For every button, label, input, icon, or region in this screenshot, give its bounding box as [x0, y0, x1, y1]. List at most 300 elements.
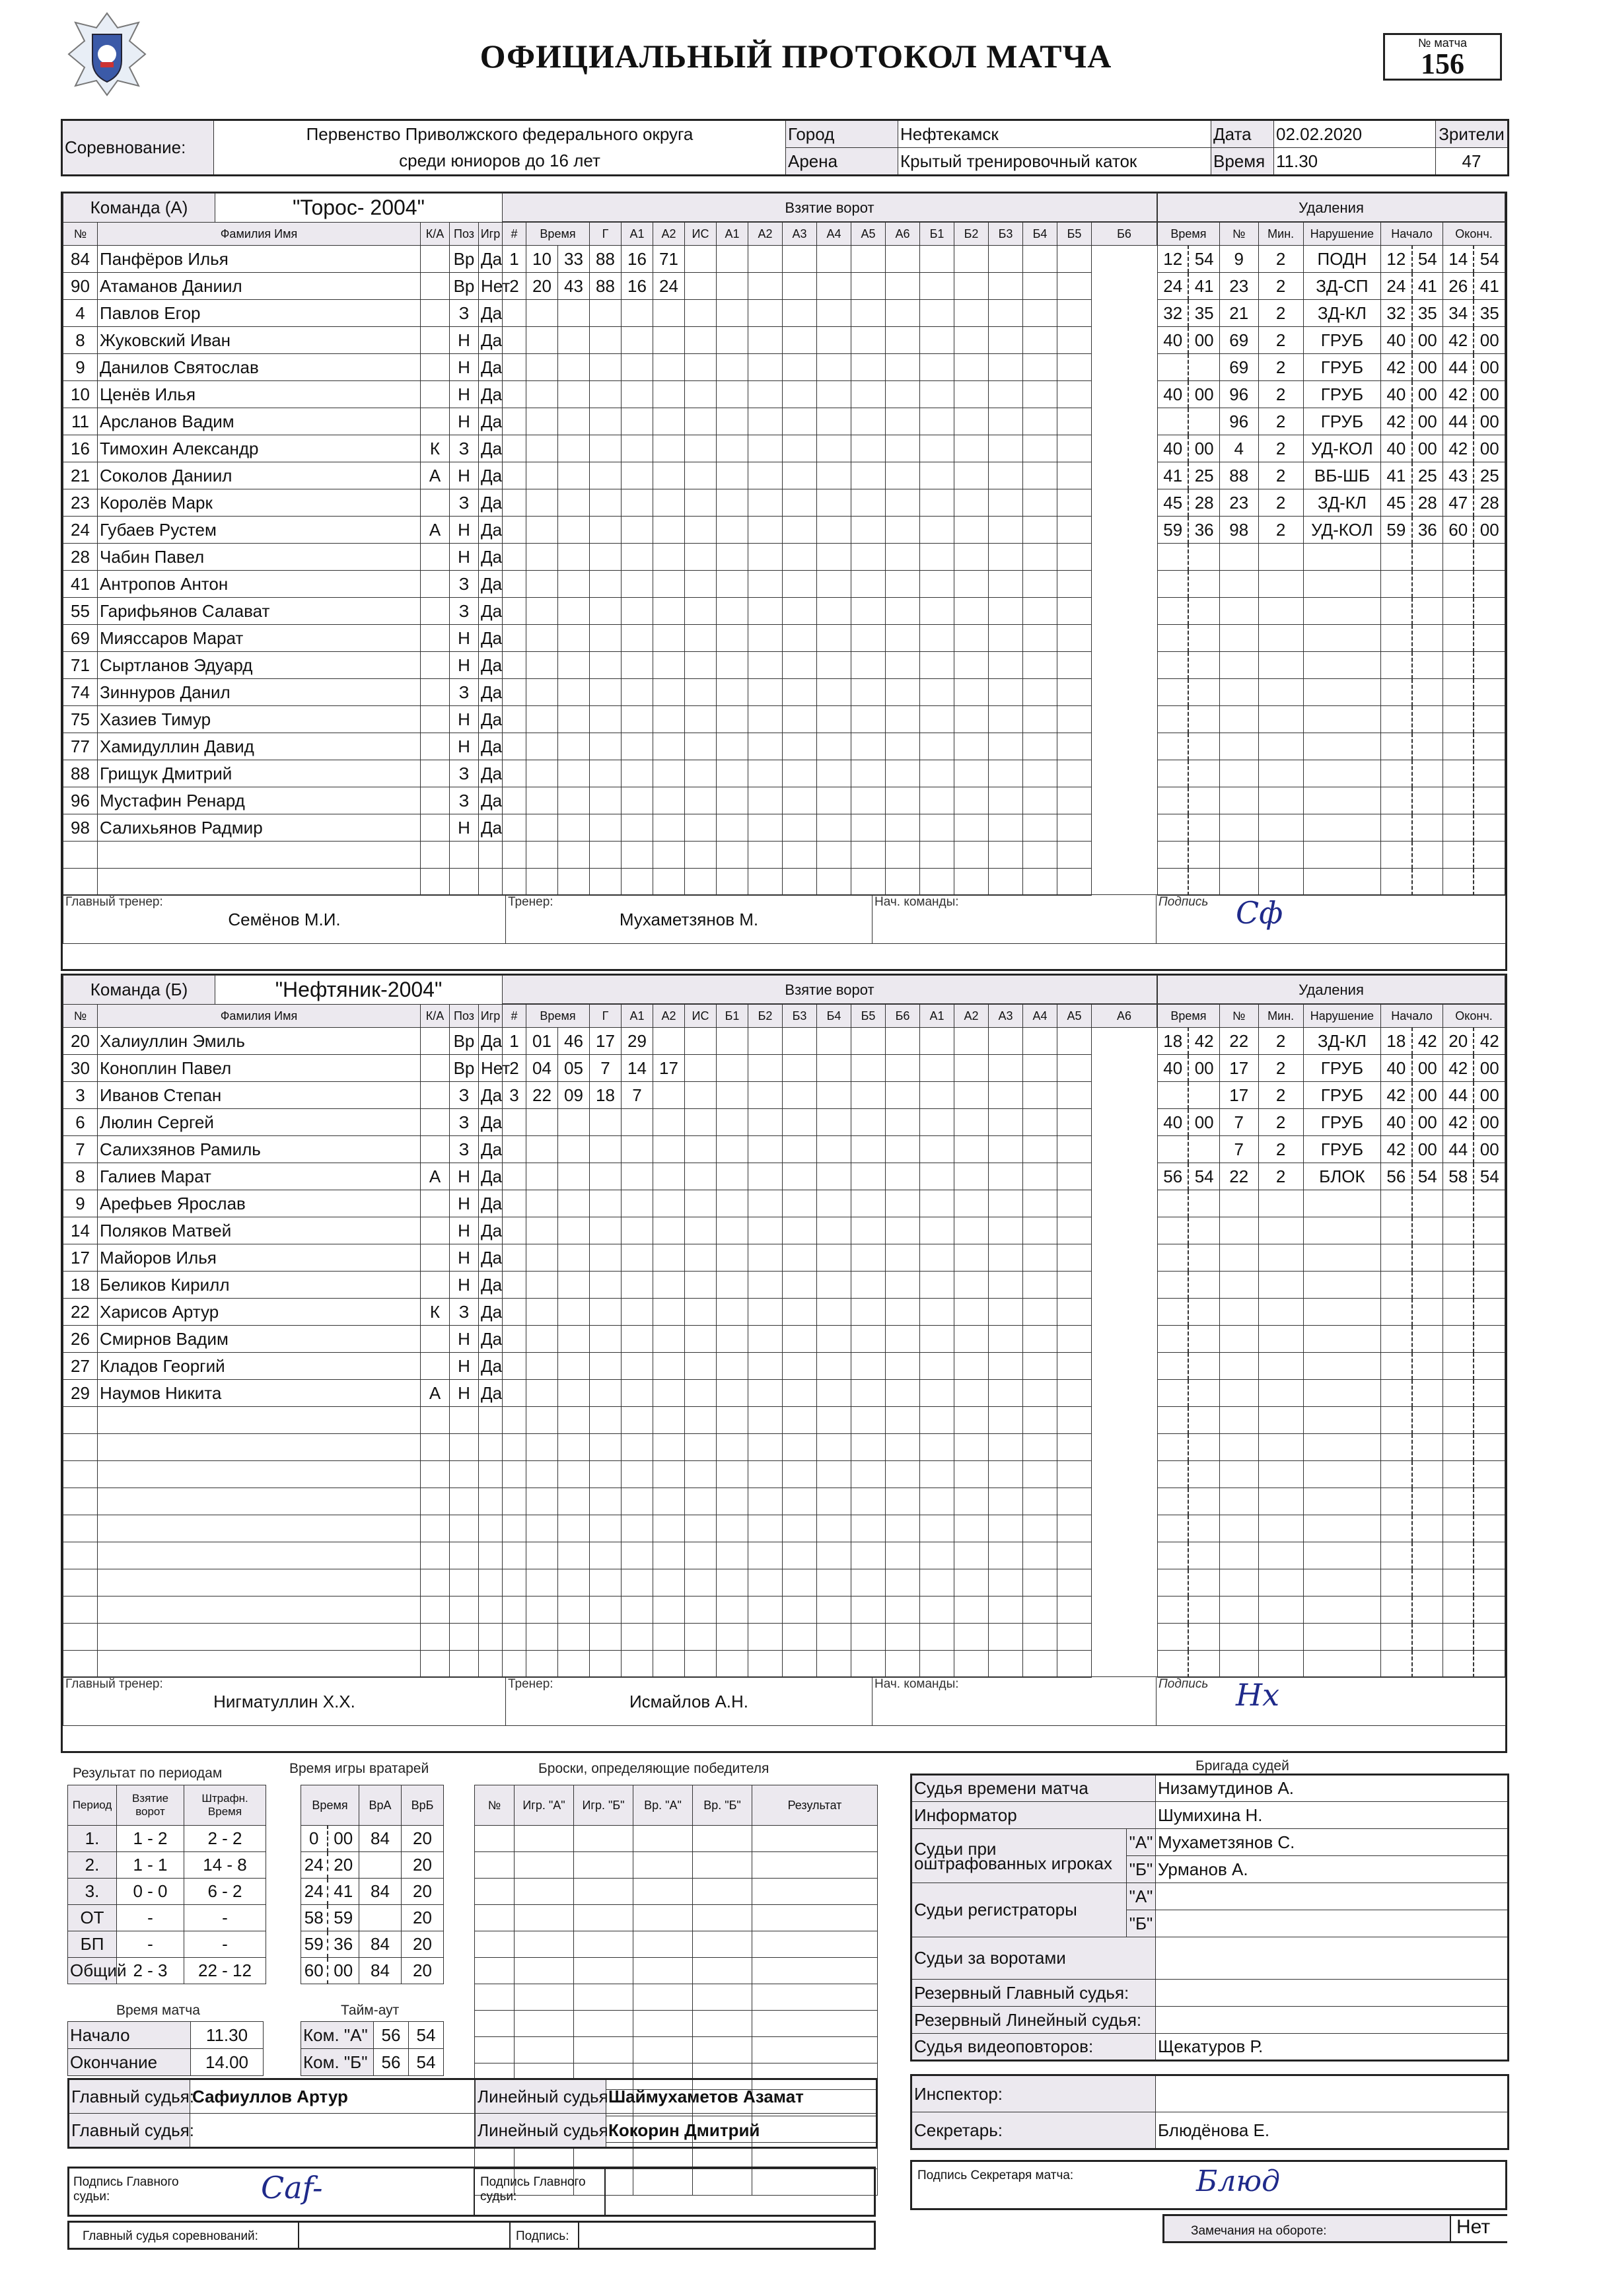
goal-cell	[989, 652, 1023, 679]
goal-cell	[1057, 489, 1092, 517]
penalty-cell: 69	[1219, 354, 1258, 381]
goal-cell	[920, 1488, 954, 1515]
penalty-cell	[1258, 1624, 1303, 1651]
results-header: Штрафн. Время	[184, 1785, 266, 1826]
penalty-cell: 40	[1381, 327, 1412, 354]
penalty-cell	[1381, 1299, 1412, 1326]
goal-cell	[503, 1488, 526, 1515]
player-name: Харисов Артур	[98, 1299, 421, 1326]
table-row	[63, 1515, 503, 1542]
team_b-label: Команда (Б)	[63, 976, 215, 1005]
goal-time-sec	[558, 1353, 590, 1380]
goal-cell	[590, 1217, 622, 1244]
goal-cell	[685, 598, 717, 625]
penalty-cell: 18	[1381, 1028, 1412, 1055]
penalty-cell	[1381, 544, 1412, 571]
goal-cell	[886, 1055, 920, 1082]
penalty-cell	[1258, 1651, 1303, 1678]
goal-cell	[1023, 1353, 1057, 1380]
goal-cell	[653, 1596, 685, 1624]
goal-time-sec	[558, 1596, 590, 1624]
team_a-coach-signature: Сф	[1236, 895, 1283, 931]
player-number: 9	[63, 1190, 98, 1217]
goal-cell	[748, 1624, 783, 1651]
penalty-cell: 2	[1258, 435, 1303, 462]
results-cell: 1 - 2	[117, 1826, 184, 1852]
goal-cell	[886, 544, 920, 571]
penalty-cell	[1303, 1244, 1380, 1272]
goal-cell	[886, 869, 920, 896]
goal-cell	[783, 1109, 817, 1136]
penalty-cell	[1303, 869, 1380, 896]
team_b-pens-header: №	[1219, 1005, 1258, 1028]
table-row	[503, 246, 1157, 273]
table-row	[503, 1569, 1157, 1596]
penalty-cell	[1158, 1434, 1189, 1461]
table-row	[1158, 435, 1505, 462]
team_a-goals-header: #	[503, 223, 526, 246]
goal-judges-label: Судьи за воротами	[911, 1937, 1156, 1980]
penalty-cell	[1258, 733, 1303, 760]
head-ref-sign-box	[67, 2167, 876, 2217]
goal-cell	[920, 1624, 954, 1651]
goal-cell	[685, 1542, 717, 1569]
penalty-cell	[1303, 1542, 1380, 1569]
goal-cell	[653, 652, 685, 679]
goal-cell	[989, 842, 1023, 869]
team_b-goals-header: А1	[622, 1005, 653, 1028]
team_b-sign-cell	[1157, 1677, 1506, 1726]
goal-cell	[717, 1461, 748, 1488]
goal-cell	[526, 1488, 558, 1515]
goal-cell	[717, 354, 748, 381]
goal-cell	[685, 1596, 717, 1624]
player-played: Да	[479, 381, 503, 408]
goal-cell	[748, 1569, 783, 1596]
goal-time-sec	[558, 1244, 590, 1272]
goal-cell	[526, 1136, 558, 1163]
goal-cell	[1023, 300, 1057, 327]
team_a-goals-header: А1	[622, 223, 653, 246]
penalty-cell: 00	[1188, 327, 1219, 354]
penalty-cell	[1443, 814, 1474, 842]
player-role	[421, 1488, 450, 1515]
penalty-cell: 00	[1412, 327, 1443, 354]
goal-cell	[989, 787, 1023, 814]
penalty-cell	[1412, 598, 1443, 625]
penalty-cell	[1158, 1244, 1189, 1272]
player-name: Майоров Илья	[98, 1244, 421, 1272]
penalty-cell	[1158, 1217, 1189, 1244]
goal-cell	[748, 652, 783, 679]
shootout-cell	[693, 1879, 752, 1905]
goal-cell	[653, 1353, 685, 1380]
goal-cell	[954, 1353, 989, 1380]
goal-cell	[954, 544, 989, 571]
team_b-roster-header: Игр	[479, 1005, 503, 1028]
goal-cell	[622, 1515, 653, 1542]
penalty-cell	[1303, 598, 1380, 625]
table-row	[1158, 246, 1505, 273]
goal-cell	[851, 1353, 886, 1380]
table-row	[503, 1326, 1157, 1353]
penalty-cell: 96	[1219, 381, 1258, 408]
goal-cell	[1023, 869, 1057, 896]
player-played: Да	[479, 517, 503, 544]
penalty-cell: 34	[1443, 300, 1474, 327]
penalty-cell	[1303, 625, 1380, 652]
goal-time-sec	[558, 1651, 590, 1678]
goal-cell	[920, 354, 954, 381]
goal-cell	[590, 462, 622, 489]
team_a-coach-cell	[63, 895, 506, 944]
goal-cell	[526, 462, 558, 489]
player-name: Тимохин Александр	[98, 435, 421, 462]
player-role	[421, 1136, 450, 1163]
scorers-a-tag: "А"	[1127, 1883, 1156, 1910]
penalty-cell	[1474, 1244, 1505, 1272]
goal-cell	[989, 1407, 1023, 1434]
penalty-cell: 00	[1474, 517, 1505, 544]
goal-cell	[783, 1326, 817, 1353]
goal-cell	[622, 462, 653, 489]
penalty-cell	[1381, 842, 1412, 869]
goal-cell	[851, 300, 886, 327]
penalty-cell: 2	[1258, 327, 1303, 354]
shootout-cell	[693, 1826, 752, 1852]
referee-brigade-table	[910, 1774, 1509, 2062]
goal-cell	[685, 1136, 717, 1163]
goal-time-sec: 05	[558, 1055, 590, 1082]
penalty-cell	[1158, 1461, 1189, 1488]
goal-cell	[920, 1299, 954, 1326]
goal-cell	[920, 300, 954, 327]
penalty-cell	[1158, 787, 1189, 814]
goal-cell	[622, 869, 653, 896]
player-role	[421, 1082, 450, 1109]
penalty-cell	[1474, 1353, 1505, 1380]
goal-cell	[685, 1461, 717, 1488]
goal-time-sec	[558, 1109, 590, 1136]
player-position	[450, 1624, 479, 1651]
goal-cell	[526, 489, 558, 517]
player-role	[421, 1651, 450, 1678]
penalty-cell	[1219, 1542, 1258, 1569]
table-row	[63, 1217, 503, 1244]
goal-cell	[622, 1596, 653, 1624]
shootout-cell	[633, 1826, 693, 1852]
penalty-cell: 00	[1474, 327, 1505, 354]
goal-cell	[920, 246, 954, 273]
remarks-label: Замечания на обороте:	[1191, 2224, 1327, 2238]
goal-cell	[653, 1569, 685, 1596]
goal-cell	[1057, 1109, 1092, 1136]
goal-cell	[503, 1542, 526, 1569]
table-row	[1158, 1353, 1505, 1380]
team_a-goals-header: А1	[717, 223, 748, 246]
player-role: К	[421, 435, 450, 462]
goal-cell	[817, 1651, 851, 1678]
penalty-cell	[1219, 814, 1258, 842]
goal-cell	[685, 733, 717, 760]
penalty-cell: 42	[1381, 1136, 1412, 1163]
goal-cell	[526, 381, 558, 408]
player-name	[98, 1407, 421, 1434]
table-row	[1158, 1028, 1505, 1055]
penalty-cell	[1474, 1651, 1505, 1678]
competition-line1: Первенство Приволжского федерального округа	[214, 120, 786, 148]
goal-cell	[717, 273, 748, 300]
goal-cell	[954, 489, 989, 517]
goal-cell	[783, 869, 817, 896]
player-played: Да	[479, 300, 503, 327]
penalty-cell	[1474, 598, 1505, 625]
team_a-team-name: "Торос- 2004"	[215, 194, 503, 223]
goal-cell	[817, 1353, 851, 1380]
player-number: 6	[63, 1109, 98, 1136]
team_b-roster-table	[63, 1004, 511, 1678]
penalty-cell: 2	[1258, 462, 1303, 489]
match-time-table	[67, 2021, 264, 2076]
penalty-cell: ЗД-КЛ	[1303, 300, 1380, 327]
team_a-pens-header: Начало	[1381, 223, 1443, 246]
match-number: 156	[1421, 48, 1464, 80]
goal-cell	[685, 1353, 717, 1380]
goal-time-sec	[558, 1624, 590, 1651]
goal-time-sec	[558, 381, 590, 408]
goal-cell	[954, 571, 989, 598]
player-name: Иванов Степан	[98, 1082, 421, 1109]
penalty-cell	[1188, 760, 1219, 787]
penalty-cell: 2	[1258, 1163, 1303, 1190]
table-row	[503, 706, 1157, 733]
table-row	[503, 1434, 1157, 1461]
table-row	[503, 327, 1157, 354]
goal-cell	[989, 1596, 1023, 1624]
goal-cell	[503, 1434, 526, 1461]
penalty-cell: 17	[1219, 1055, 1258, 1082]
goal-cell	[920, 1055, 954, 1082]
goal-time-sec	[558, 1190, 590, 1217]
goal-cell	[817, 489, 851, 517]
goal-cell	[783, 1569, 817, 1596]
goal-cell: 71	[653, 246, 685, 273]
penalty-cell: 40	[1158, 435, 1189, 462]
goal-cell	[685, 1217, 717, 1244]
goal-cell	[886, 246, 920, 273]
goal-cell	[851, 273, 886, 300]
table-row	[503, 787, 1157, 814]
penalty-cell	[1381, 1488, 1412, 1515]
goal-cell	[989, 706, 1023, 733]
player-role: А	[421, 1380, 450, 1407]
goal-cell	[526, 760, 558, 787]
table-row	[68, 1826, 266, 1852]
goal-cell	[851, 1624, 886, 1651]
player-position: Н	[450, 1163, 479, 1190]
penalty-cell	[1381, 571, 1412, 598]
team_a-pens-header: Нарушение	[1303, 223, 1380, 246]
goal-cell	[748, 300, 783, 327]
player-number: 84	[63, 246, 98, 273]
goal-cell	[526, 814, 558, 842]
goal-cell	[622, 489, 653, 517]
goal-cell	[1057, 760, 1092, 787]
shootout-cell	[515, 2037, 574, 2063]
penalty-cell	[1303, 1596, 1380, 1624]
goal-cell	[989, 571, 1023, 598]
player-played: Да	[479, 814, 503, 842]
team_a-label: Команда (А)	[63, 194, 215, 223]
goal-cell	[817, 842, 851, 869]
table-row	[1158, 1569, 1505, 1596]
goal-cell	[817, 625, 851, 652]
table-row	[63, 517, 503, 544]
goalie-cell: 00	[328, 1826, 359, 1852]
penalty-cell	[1158, 652, 1189, 679]
goal-cell	[851, 1434, 886, 1461]
table-row	[475, 1879, 878, 1905]
team_a-goals-header: Г	[590, 223, 622, 246]
penalty-cell	[1381, 1272, 1412, 1299]
penalty-cell	[1381, 1515, 1412, 1542]
goal-cell	[920, 1109, 954, 1136]
goal-time-sec	[558, 733, 590, 760]
goal-cell	[920, 1542, 954, 1569]
penalty-cell	[1412, 1515, 1443, 1542]
penalty-cell: 42	[1188, 1028, 1219, 1055]
table-row	[503, 462, 1157, 489]
player-name	[98, 869, 421, 896]
team_a-chief-cell	[873, 895, 1157, 944]
goal-cell	[685, 1028, 717, 1055]
goal-cell	[954, 814, 989, 842]
team_b-goals-header: Б2	[748, 1005, 783, 1028]
goal-cell	[954, 327, 989, 354]
team_b-coach-label: Главный тренер:	[65, 1677, 163, 1691]
penalty-cell	[1381, 1326, 1412, 1353]
goal-cell	[920, 1569, 954, 1596]
goal-cell	[748, 1190, 783, 1217]
goal-cell	[717, 435, 748, 462]
goal-cell	[920, 1136, 954, 1163]
goal-cell	[503, 1326, 526, 1353]
team_a-goals-header: Б6	[1092, 223, 1157, 246]
penalty-cell: 58	[1443, 1163, 1474, 1190]
time-value: 11.30	[1274, 148, 1436, 176]
goal-time-sec	[558, 1515, 590, 1542]
team_b-sign-label: Подпись	[1158, 1677, 1209, 1691]
penalty-cell: 26	[1443, 273, 1474, 300]
penalty-cell	[1158, 1082, 1189, 1109]
table-row	[503, 435, 1157, 462]
penalty-cell	[1158, 1624, 1189, 1651]
goal-cell	[1023, 1380, 1057, 1407]
penalty-cell: 41	[1158, 462, 1189, 489]
goal-time-sec	[558, 869, 590, 896]
goal-cell	[954, 246, 989, 273]
goal-cell	[920, 1353, 954, 1380]
penalty-cell	[1258, 1244, 1303, 1272]
team_b-goals-header: Б4	[817, 1005, 851, 1028]
shootout-header: Игр. "Б"	[574, 1785, 633, 1826]
table-row	[63, 327, 503, 354]
player-number: 96	[63, 787, 98, 814]
player-role	[421, 1624, 450, 1651]
penalty-cell	[1412, 787, 1443, 814]
goal-cell	[622, 598, 653, 625]
penalty-cell	[1412, 652, 1443, 679]
penalty-cell	[1258, 760, 1303, 787]
shootout-cell	[574, 1958, 633, 1984]
player-played: Да	[479, 1380, 503, 1407]
goal-cell	[920, 408, 954, 435]
penalty-cell: 00	[1188, 1109, 1219, 1136]
goal-time-sec	[558, 300, 590, 327]
goal-cell	[503, 571, 526, 598]
goal-cell	[851, 706, 886, 733]
table-row	[63, 246, 503, 273]
penalty-cell	[1412, 1569, 1443, 1596]
goal-cell	[622, 814, 653, 842]
secretary-label: Секретарь:	[911, 2112, 1156, 2149]
shootout-cell	[515, 1984, 574, 2011]
goal-cell	[1023, 1651, 1057, 1678]
penalty-cell	[1412, 679, 1443, 706]
team_b-goals-header: #	[503, 1005, 526, 1028]
team_b-pens-header: Начало	[1381, 1005, 1443, 1028]
player-position: Вр	[450, 1028, 479, 1055]
penalty-cell	[1258, 1515, 1303, 1542]
goal-cell	[590, 1515, 622, 1542]
penalty-cell	[1188, 1434, 1219, 1461]
goal-cell	[954, 842, 989, 869]
goal-cell	[783, 1407, 817, 1434]
team_a-roster-header: Игр	[479, 223, 503, 246]
goal-cell	[851, 1380, 886, 1407]
goal-time-sec	[558, 1272, 590, 1299]
goal-cell	[886, 1244, 920, 1272]
player-played: Да	[479, 1109, 503, 1136]
results-cell: 2 - 3	[117, 1958, 184, 1984]
penalty-cell	[1188, 1488, 1219, 1515]
goal-cell	[526, 706, 558, 733]
goal-cell	[717, 733, 748, 760]
goal-cell	[590, 381, 622, 408]
player-name: Салихзянов Рамиль	[98, 1136, 421, 1163]
match-number-label: № матча	[1418, 36, 1467, 50]
player-number: 7	[63, 1136, 98, 1163]
player-name: Губаев Рустем	[98, 517, 421, 544]
goal-cell	[717, 1217, 748, 1244]
penalty-cell	[1219, 1353, 1258, 1380]
table-row	[63, 1163, 503, 1190]
goal-cell	[717, 1082, 748, 1109]
team_a-goals-header: А2	[653, 223, 685, 246]
video-ref-value: Щекатуров Р.	[1156, 2034, 1509, 2061]
goal-cell	[1023, 1109, 1057, 1136]
goal-cell	[653, 1407, 685, 1434]
team_b-goals-header: А6	[1092, 1005, 1157, 1028]
player-role	[421, 842, 450, 869]
goal-cell	[989, 435, 1023, 462]
player-role	[421, 273, 450, 300]
penalty-cell: 42	[1443, 1055, 1474, 1082]
penalty-cell	[1443, 1434, 1474, 1461]
penalty-cell	[1219, 1624, 1258, 1651]
goal-cell	[1023, 1163, 1057, 1190]
goal-cell	[622, 652, 653, 679]
